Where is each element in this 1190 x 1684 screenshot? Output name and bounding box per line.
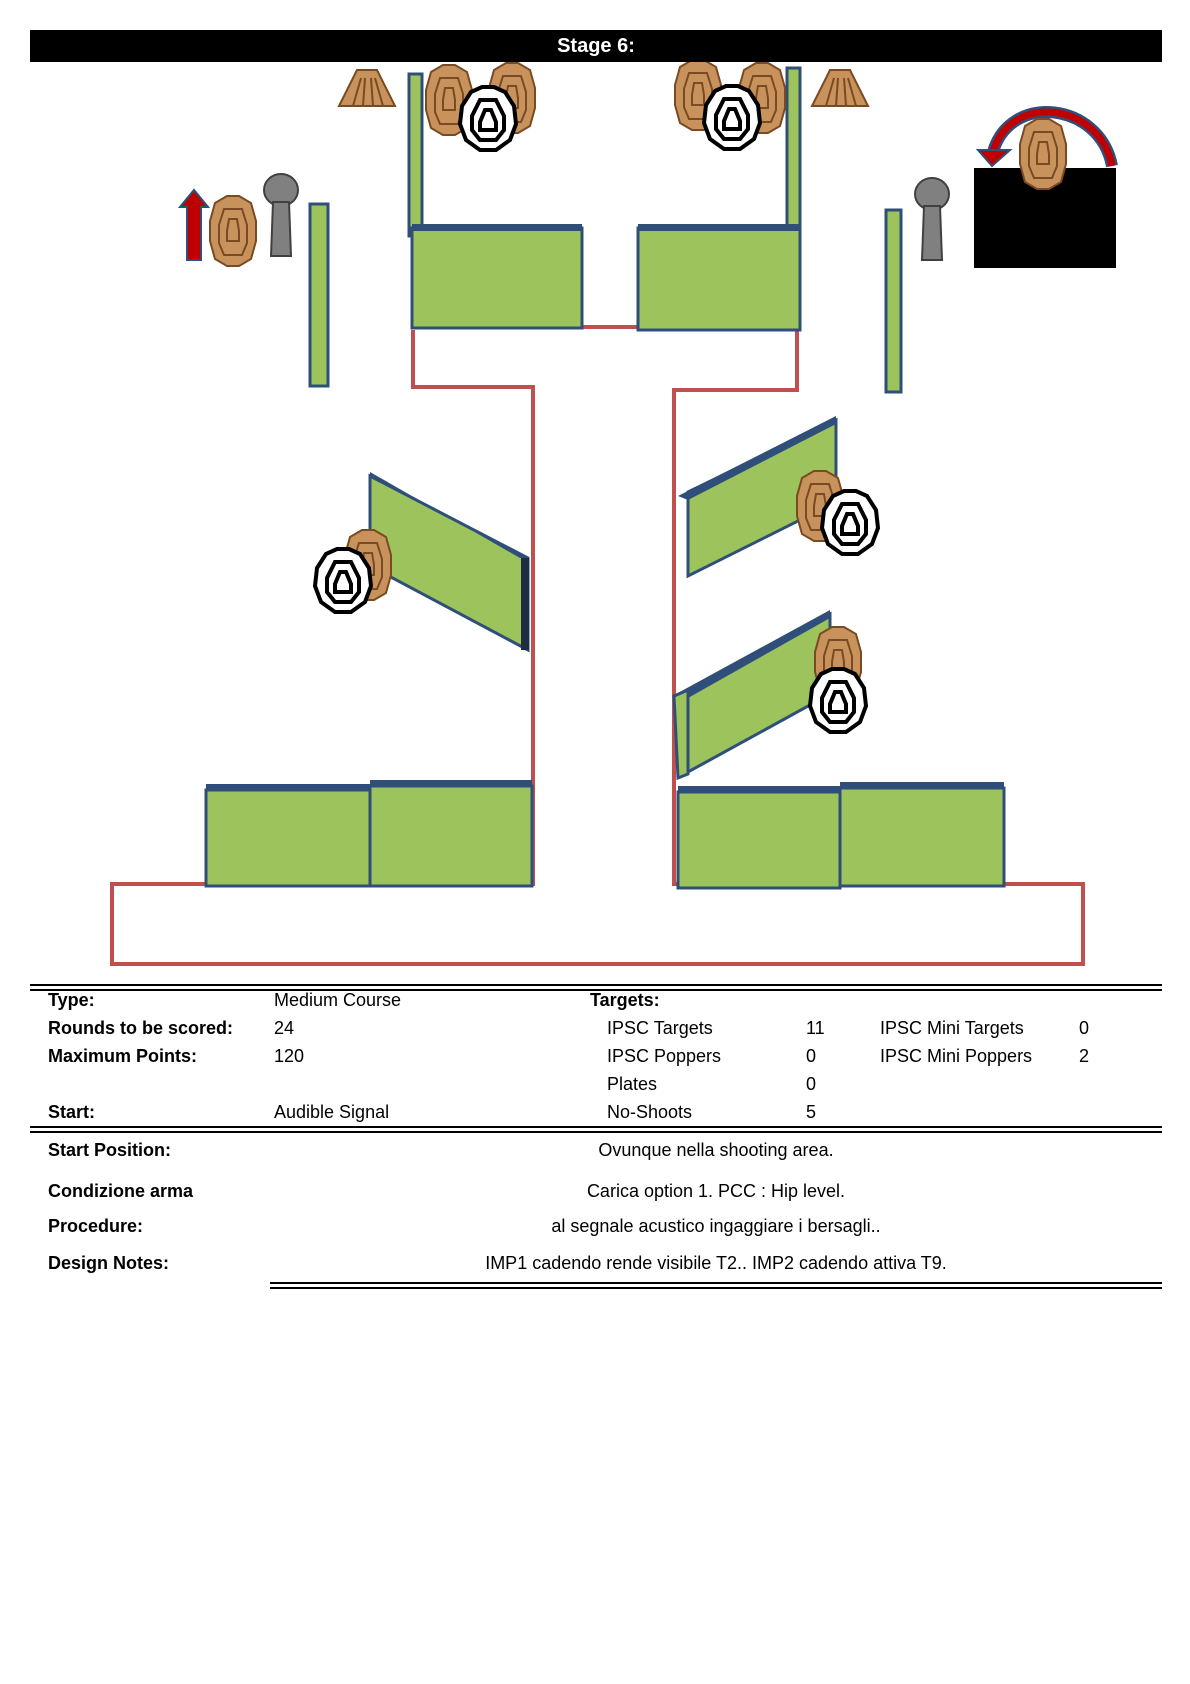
type-label: Type: [48, 990, 95, 1010]
wall-panel [638, 228, 800, 330]
wall-panel-top [206, 784, 370, 791]
stage-title: Stage 6: [30, 30, 1162, 62]
wall-panel-top [412, 224, 582, 231]
angled-wall-side [674, 690, 688, 778]
condition-value: Carica option 1. PCC : Hip level. [586, 1181, 846, 1201]
type-value: Medium Course [274, 990, 402, 1010]
start-value: Audible Signal [274, 1102, 390, 1122]
mini-poppers-label: IPSC Mini Poppers [880, 1046, 1033, 1066]
points-label: Maximum Points: [48, 1046, 198, 1066]
design-notes-value: IMP1 cadendo rende visibile T2.. IMP2 cadendo attiva T9. [485, 1253, 947, 1273]
mini-poppers-value: 2 [1079, 1046, 1090, 1066]
wall-panel [678, 792, 840, 888]
no-shoot-target [810, 669, 866, 732]
turn-arrow-head-icon [978, 150, 1010, 166]
ipsc-target [210, 196, 256, 266]
divider [270, 1282, 1162, 1284]
no-shoot-target [822, 491, 878, 554]
rounds-value: 24 [274, 1018, 295, 1038]
no-shoots-label: No-Shoots [607, 1102, 693, 1122]
ipsc-targets-value: 11 [806, 1018, 825, 1038]
no-shoots-value: 5 [806, 1102, 817, 1122]
ipsc-targets-label: IPSC Targets [607, 1018, 713, 1038]
mini-target [339, 70, 395, 106]
stage-diagram [0, 62, 1190, 982]
vertical-wall [409, 74, 422, 236]
no-shoot-target [704, 86, 760, 149]
angled-wall [370, 476, 528, 650]
divider [30, 1131, 1162, 1133]
popper [915, 178, 949, 260]
wall-panel [840, 788, 1004, 886]
angled-wall [688, 614, 830, 772]
start-label: Start: [48, 1102, 96, 1122]
wall-panel-top [370, 780, 532, 787]
vertical-wall [310, 204, 328, 386]
vertical-wall [787, 68, 800, 236]
divider [30, 1126, 1162, 1128]
plates-value: 0 [806, 1074, 817, 1094]
wall-panel [206, 790, 370, 886]
wall-panel [412, 228, 582, 328]
mini-target [812, 70, 868, 106]
points-value: 120 [274, 1046, 305, 1066]
wall-panel [370, 786, 532, 886]
ipsc-poppers-value: 0 [806, 1046, 817, 1066]
start-position-value: Ovunque nella shooting area. [598, 1140, 834, 1160]
ipsc-target [1020, 119, 1066, 189]
mini-targets-value: 0 [1079, 1018, 1090, 1038]
no-shoot-target [315, 549, 371, 612]
arrow-up-icon [180, 190, 208, 260]
ipsc-poppers-label: IPSC Poppers [607, 1046, 722, 1066]
wall-panel-top [678, 786, 840, 793]
procedure-label: Procedure: [48, 1216, 144, 1236]
wall-panel-top [840, 782, 1004, 789]
start-position-label: Start Position: [48, 1140, 172, 1160]
divider [30, 984, 1162, 986]
design-notes-label: Design Notes: [48, 1253, 170, 1273]
procedure-value: al segnale acustico ingaggiare i bersagli.. [551, 1216, 881, 1236]
mini-targets-label: IPSC Mini Targets [880, 1018, 1024, 1038]
angled-wall-side [521, 558, 529, 650]
plates-label: Plates [607, 1074, 658, 1094]
no-shoot-target [460, 87, 516, 150]
condition-label: Condizione arma [48, 1181, 194, 1201]
rounds-label: Rounds to be scored: [48, 1018, 234, 1038]
divider [270, 1287, 1162, 1289]
popper [264, 174, 298, 256]
wall-panel-top [638, 224, 800, 231]
vertical-wall [886, 210, 901, 392]
targets-heading: Targets: [590, 990, 660, 1010]
